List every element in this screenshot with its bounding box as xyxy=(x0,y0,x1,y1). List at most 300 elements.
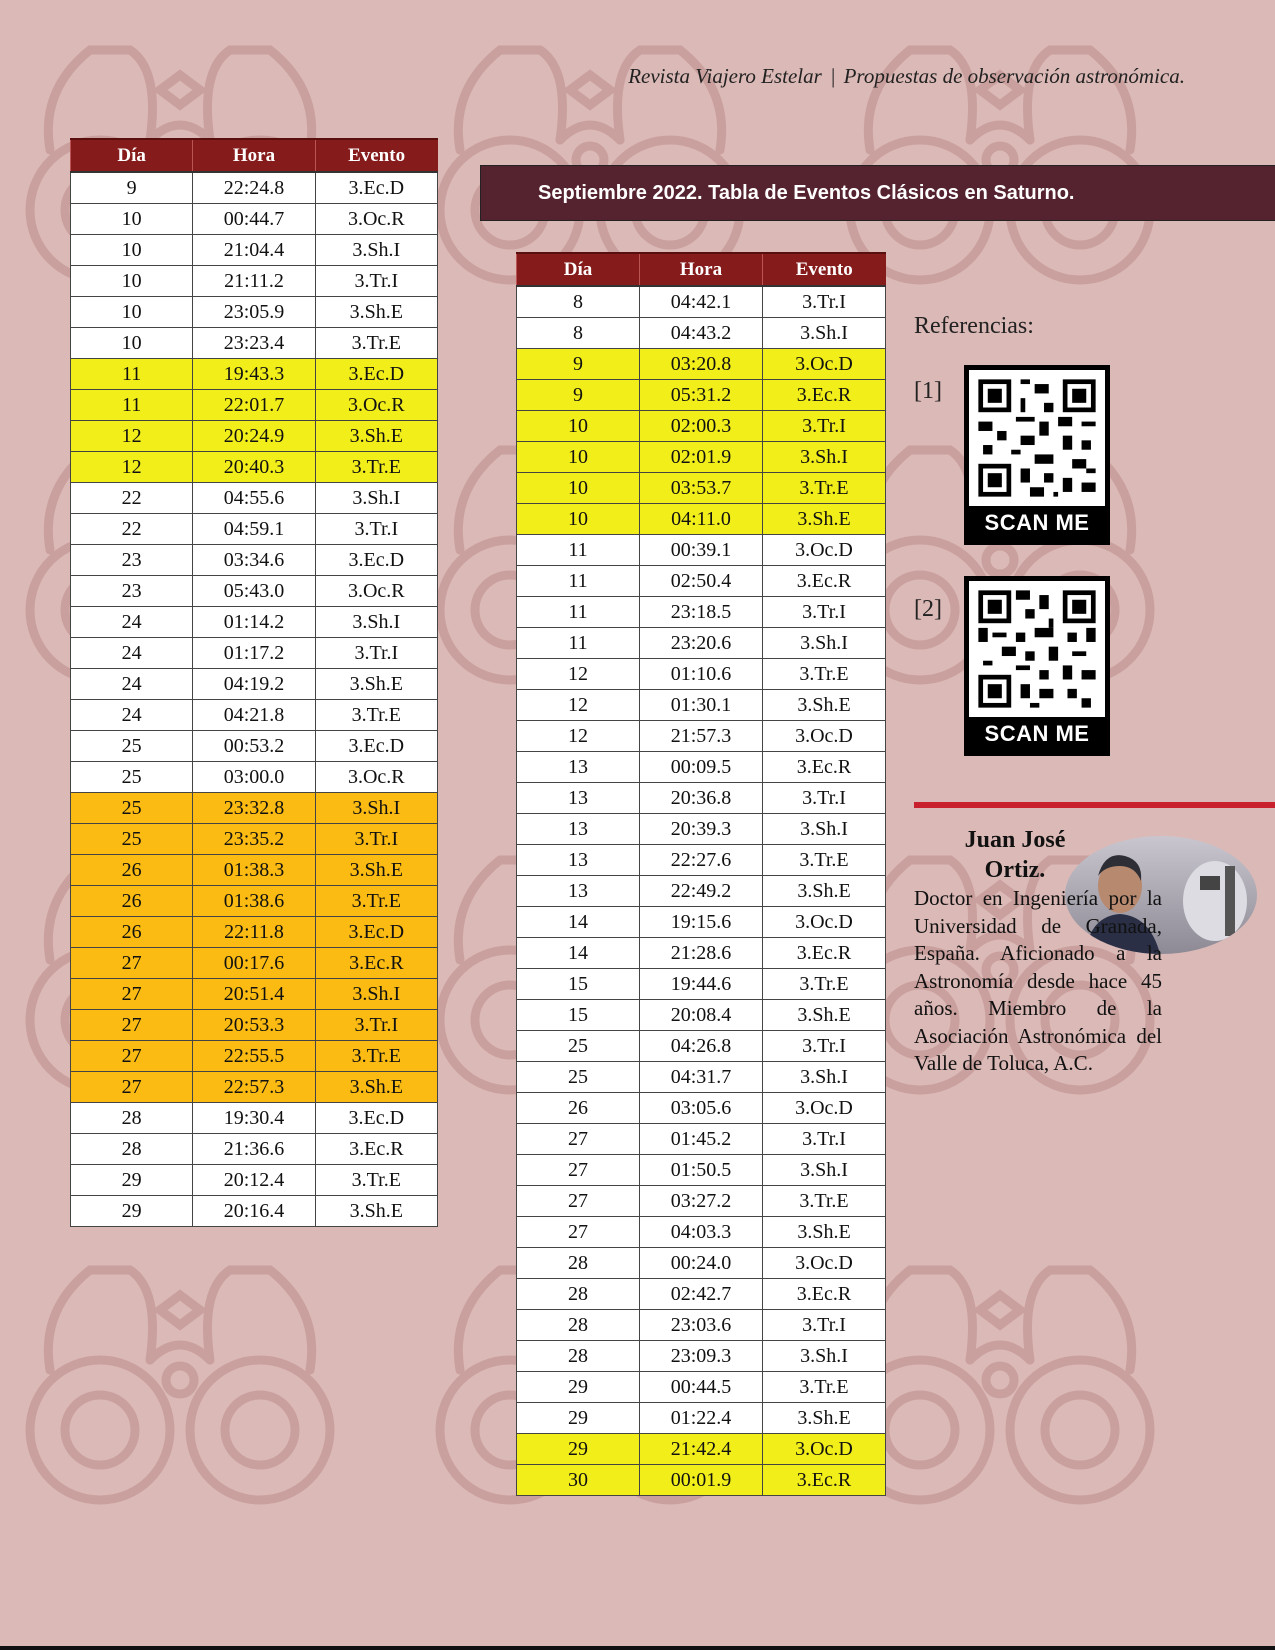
cell-hora: 03:05.6 xyxy=(640,1093,763,1124)
cell-evento: 3.Tr.I xyxy=(763,1124,886,1155)
table-row xyxy=(71,359,438,390)
col-header-evento: Evento xyxy=(315,139,437,172)
cell-dia: 27 xyxy=(71,948,193,979)
cell-dia: 27 xyxy=(517,1124,640,1155)
cell-evento: 3.Sh.E xyxy=(763,1403,886,1434)
qr-code-icon xyxy=(969,370,1105,506)
qr-code-icon xyxy=(969,581,1105,717)
cell-dia: 11 xyxy=(517,535,640,566)
table-body-left xyxy=(71,172,438,1227)
table-row xyxy=(517,783,886,814)
scan-me-label: SCAN ME xyxy=(984,510,1090,535)
cell-dia: 10 xyxy=(517,504,640,535)
cell-hora: 02:50.4 xyxy=(640,566,763,597)
cell-dia: 25 xyxy=(71,762,193,793)
cell-dia: 13 xyxy=(517,876,640,907)
cell-hora: 00:53.2 xyxy=(193,731,315,762)
cell-dia: 29 xyxy=(71,1196,193,1227)
cell-evento: 3.Tr.I xyxy=(315,1010,437,1041)
table-row xyxy=(517,876,886,907)
cell-hora: 20:24.9 xyxy=(193,421,315,452)
cell-dia: 24 xyxy=(71,669,193,700)
table-row xyxy=(71,1010,438,1041)
cell-dia: 28 xyxy=(71,1103,193,1134)
table-row xyxy=(517,597,886,628)
cell-dia: 26 xyxy=(71,886,193,917)
cell-evento: 3.Oc.D xyxy=(763,721,886,752)
cell-dia: 10 xyxy=(517,442,640,473)
cell-evento: 3.Sh.E xyxy=(315,855,437,886)
cell-evento: 3.Tr.E xyxy=(763,659,886,690)
cell-hora: 04:19.2 xyxy=(193,669,315,700)
cell-hora: 23:20.6 xyxy=(640,628,763,659)
cell-evento: 3.Sh.I xyxy=(315,483,437,514)
table-row xyxy=(71,421,438,452)
cell-evento: 3.Tr.I xyxy=(315,824,437,855)
cell-hora: 01:38.3 xyxy=(193,855,315,886)
col-header-dia: Día xyxy=(517,253,640,286)
table-row xyxy=(71,731,438,762)
cell-evento: 3.Tr.I xyxy=(763,597,886,628)
header-separator: | xyxy=(829,64,836,88)
cell-dia: 29 xyxy=(517,1372,640,1403)
table-row xyxy=(71,762,438,793)
reference-number: [1] xyxy=(914,378,942,404)
cell-hora: 04:31.7 xyxy=(640,1062,763,1093)
cell-evento: 3.Oc.D xyxy=(763,1434,886,1465)
cell-hora: 22:11.8 xyxy=(193,917,315,948)
cell-hora: 23:35.2 xyxy=(193,824,315,855)
cell-hora: 05:43.0 xyxy=(193,576,315,607)
qr-code-icon xyxy=(969,370,1105,506)
author-bio: Doctor en Ingeniería por la Universidad de Granada, España. Aficionado a la Astronomía desde hace 45 años. Miembro de la Asociación Astronómica del Valle de Toluca, A.C. xyxy=(914,886,1162,1075)
bottom-rule xyxy=(0,1646,1275,1650)
cell-evento: 3.Sh.E xyxy=(315,1072,437,1103)
cell-hora: 21:57.3 xyxy=(640,721,763,752)
cell-dia: 28 xyxy=(71,1134,193,1165)
cell-evento: 3.Tr.E xyxy=(315,452,437,483)
table-row xyxy=(517,566,886,597)
cell-hora: 04:03.3 xyxy=(640,1217,763,1248)
cell-hora: 01:30.1 xyxy=(640,690,763,721)
cell-hora: 20:39.3 xyxy=(640,814,763,845)
col-header-hora: Hora xyxy=(640,253,763,286)
cell-hora: 03:20.8 xyxy=(640,349,763,380)
cell-hora: 04:11.0 xyxy=(640,504,763,535)
cell-evento: 3.Oc.D xyxy=(763,349,886,380)
running-header xyxy=(628,64,1185,89)
cell-hora: 20:51.4 xyxy=(193,979,315,1010)
cell-dia: 13 xyxy=(517,752,640,783)
cell-hora: 21:36.6 xyxy=(193,1134,315,1165)
cell-hora: 22:01.7 xyxy=(193,390,315,421)
cell-hora: 04:26.8 xyxy=(640,1031,763,1062)
col-header-hora: Hora xyxy=(193,139,315,172)
table-row xyxy=(517,1186,886,1217)
table-row xyxy=(71,266,438,297)
cell-hora: 01:17.2 xyxy=(193,638,315,669)
cell-evento: 3.Ec.R xyxy=(763,752,886,783)
cell-dia: 13 xyxy=(517,845,640,876)
cell-hora: 19:30.4 xyxy=(193,1103,315,1134)
cell-hora: 20:08.4 xyxy=(640,1000,763,1031)
table-row xyxy=(517,1372,886,1403)
cell-dia: 8 xyxy=(517,318,640,349)
cell-hora: 04:42.1 xyxy=(640,286,763,318)
cell-evento: 3.Tr.I xyxy=(315,638,437,669)
cell-dia: 8 xyxy=(517,286,640,318)
cell-hora: 23:05.9 xyxy=(193,297,315,328)
cell-dia: 22 xyxy=(71,483,193,514)
cell-dia: 27 xyxy=(517,1217,640,1248)
magazine-name: Revista Viajero Estelar xyxy=(628,64,822,88)
table-row xyxy=(517,969,886,1000)
cell-evento: 3.Ec.D xyxy=(315,172,437,204)
section-divider xyxy=(914,802,1275,808)
table-row xyxy=(71,452,438,483)
cell-evento: 3.Oc.D xyxy=(763,907,886,938)
cell-hora: 23:32.8 xyxy=(193,793,315,824)
table-row xyxy=(517,1124,886,1155)
table-row xyxy=(71,1134,438,1165)
cell-evento: 3.Tr.I xyxy=(315,514,437,545)
table-row xyxy=(71,886,438,917)
table-row xyxy=(71,328,438,359)
table-row xyxy=(517,1000,886,1031)
cell-hora: 21:04.4 xyxy=(193,235,315,266)
table-row xyxy=(517,1062,886,1093)
cell-evento: 3.Ec.R xyxy=(763,380,886,411)
cell-evento: 3.Tr.E xyxy=(763,1186,886,1217)
cell-dia: 26 xyxy=(71,917,193,948)
cell-evento: 3.Tr.E xyxy=(315,328,437,359)
cell-evento: 3.Sh.I xyxy=(763,1062,886,1093)
table-row xyxy=(71,390,438,421)
cell-dia: 15 xyxy=(517,1000,640,1031)
table-row xyxy=(71,979,438,1010)
cell-hora: 01:38.6 xyxy=(193,886,315,917)
cell-dia: 27 xyxy=(517,1155,640,1186)
cell-hora: 04:55.6 xyxy=(193,483,315,514)
cell-hora: 19:43.3 xyxy=(193,359,315,390)
cell-dia: 10 xyxy=(71,235,193,266)
table-row xyxy=(517,1031,886,1062)
cell-dia: 27 xyxy=(517,1186,640,1217)
cell-hora: 22:57.3 xyxy=(193,1072,315,1103)
cell-hora: 03:00.0 xyxy=(193,762,315,793)
cell-dia: 14 xyxy=(517,938,640,969)
cell-hora: 03:53.7 xyxy=(640,473,763,504)
cell-evento: 3.Ec.D xyxy=(315,731,437,762)
cell-dia: 28 xyxy=(517,1310,640,1341)
cell-dia: 9 xyxy=(71,172,193,204)
cell-evento: 3.Sh.E xyxy=(315,669,437,700)
cell-evento: 3.Sh.E xyxy=(315,421,437,452)
cell-hora: 00:39.1 xyxy=(640,535,763,566)
cell-evento: 3.Oc.D xyxy=(763,1093,886,1124)
cell-evento: 3.Tr.E xyxy=(763,473,886,504)
events-table-right xyxy=(516,252,886,1496)
table-row xyxy=(517,1310,886,1341)
cell-hora: 21:42.4 xyxy=(640,1434,763,1465)
table-row xyxy=(517,938,886,969)
cell-dia: 23 xyxy=(71,576,193,607)
cell-hora: 19:44.6 xyxy=(640,969,763,1000)
table-row xyxy=(71,1196,438,1227)
cell-hora: 02:01.9 xyxy=(640,442,763,473)
table-body-right xyxy=(517,286,886,1496)
cell-dia: 11 xyxy=(517,566,640,597)
cell-hora: 04:21.8 xyxy=(193,700,315,731)
cell-hora: 23:23.4 xyxy=(193,328,315,359)
table-row xyxy=(71,514,438,545)
scan-me-label: SCAN ME xyxy=(984,721,1090,746)
cell-evento: 3.Ec.R xyxy=(763,938,886,969)
cell-dia: 13 xyxy=(517,783,640,814)
table-row xyxy=(71,855,438,886)
cell-dia: 25 xyxy=(71,824,193,855)
cell-dia: 24 xyxy=(71,607,193,638)
table-row xyxy=(517,1279,886,1310)
cell-evento: 3.Oc.R xyxy=(315,204,437,235)
cell-evento: 3.Ec.R xyxy=(763,1465,886,1496)
table-row xyxy=(71,1103,438,1134)
cell-evento: 3.Sh.I xyxy=(763,318,886,349)
cell-hora: 22:27.6 xyxy=(640,845,763,876)
cell-evento: 3.Sh.E xyxy=(763,876,886,907)
cell-dia: 24 xyxy=(71,700,193,731)
cell-dia: 25 xyxy=(517,1031,640,1062)
cell-dia: 27 xyxy=(71,1010,193,1041)
cell-evento: 3.Ec.R xyxy=(315,948,437,979)
cell-dia: 9 xyxy=(517,349,640,380)
cell-evento: 3.Ec.R xyxy=(763,1279,886,1310)
cell-dia: 12 xyxy=(517,721,640,752)
cell-evento: 3.Oc.R xyxy=(315,576,437,607)
cell-hora: 03:34.6 xyxy=(193,545,315,576)
table-row xyxy=(517,1248,886,1279)
cell-evento: 3.Tr.I xyxy=(315,266,437,297)
cell-dia: 30 xyxy=(517,1465,640,1496)
cell-hora: 22:49.2 xyxy=(640,876,763,907)
cell-hora: 21:28.6 xyxy=(640,938,763,969)
cell-evento: 3.Sh.I xyxy=(763,442,886,473)
cell-evento: 3.Tr.E xyxy=(315,886,437,917)
cell-dia: 9 xyxy=(517,380,640,411)
table-row xyxy=(517,535,886,566)
cell-hora: 00:09.5 xyxy=(640,752,763,783)
cell-hora: 05:31.2 xyxy=(640,380,763,411)
table-row xyxy=(71,1165,438,1196)
cell-dia: 23 xyxy=(71,545,193,576)
cell-hora: 01:22.4 xyxy=(640,1403,763,1434)
table-row xyxy=(71,638,438,669)
cell-evento: 3.Tr.I xyxy=(763,286,886,318)
cell-dia: 27 xyxy=(71,1072,193,1103)
cell-evento: 3.Ec.R xyxy=(763,566,886,597)
col-header-evento: Evento xyxy=(763,253,886,286)
cell-dia: 15 xyxy=(517,969,640,1000)
cell-evento: 3.Ec.D xyxy=(315,545,437,576)
cell-dia: 11 xyxy=(517,597,640,628)
table-row xyxy=(517,721,886,752)
cell-evento: 3.Sh.I xyxy=(763,814,886,845)
cell-evento: 3.Oc.D xyxy=(763,535,886,566)
cell-dia: 25 xyxy=(71,731,193,762)
qr-code-2[interactable] xyxy=(964,576,1110,756)
cell-dia: 10 xyxy=(71,204,193,235)
table-row xyxy=(517,907,886,938)
cell-dia: 25 xyxy=(71,793,193,824)
cell-dia: 12 xyxy=(517,690,640,721)
cell-evento: 3.Tr.E xyxy=(763,969,886,1000)
cell-hora: 20:53.3 xyxy=(193,1010,315,1041)
cell-hora: 02:42.7 xyxy=(640,1279,763,1310)
cell-hora: 00:44.5 xyxy=(640,1372,763,1403)
table-row xyxy=(517,752,886,783)
cell-dia: 13 xyxy=(517,814,640,845)
cell-evento: 3.Tr.E xyxy=(763,1372,886,1403)
cell-dia: 11 xyxy=(517,628,640,659)
cell-evento: 3.Sh.E xyxy=(763,1217,886,1248)
table-row xyxy=(71,1072,438,1103)
qr-code-1[interactable] xyxy=(964,365,1110,545)
table-row xyxy=(71,297,438,328)
table-row xyxy=(517,380,886,411)
cell-evento: 3.Tr.I xyxy=(763,1031,886,1062)
author-name: Juan José Ortiz. xyxy=(964,827,1066,883)
cell-hora: 01:45.2 xyxy=(640,1124,763,1155)
cell-evento: 3.Sh.I xyxy=(763,628,886,659)
table-row xyxy=(71,172,438,204)
qr-code-icon xyxy=(969,581,1105,717)
cell-dia: 12 xyxy=(71,452,193,483)
table-row xyxy=(71,669,438,700)
cell-hora: 00:17.6 xyxy=(193,948,315,979)
references-title: Referencias: xyxy=(914,313,1034,339)
table-row xyxy=(517,286,886,318)
cell-dia: 25 xyxy=(517,1062,640,1093)
table-row xyxy=(517,814,886,845)
table-row xyxy=(71,576,438,607)
table-row xyxy=(517,473,886,504)
table-row xyxy=(71,700,438,731)
cell-hora: 20:40.3 xyxy=(193,452,315,483)
table-row xyxy=(517,1434,886,1465)
table-row xyxy=(517,659,886,690)
cell-evento: 3.Sh.E xyxy=(763,504,886,535)
table-row xyxy=(71,1041,438,1072)
table-row xyxy=(517,349,886,380)
cell-evento: 3.Tr.E xyxy=(315,1165,437,1196)
table-row xyxy=(517,504,886,535)
table-row xyxy=(71,824,438,855)
cell-hora: 01:14.2 xyxy=(193,607,315,638)
cell-evento: 3.Sh.E xyxy=(763,690,886,721)
cell-hora: 20:36.8 xyxy=(640,783,763,814)
table-row xyxy=(71,607,438,638)
cell-evento: 3.Sh.E xyxy=(763,1000,886,1031)
cell-dia: 26 xyxy=(71,855,193,886)
cell-dia: 28 xyxy=(517,1279,640,1310)
cell-dia: 27 xyxy=(71,1041,193,1072)
reference-number: [2] xyxy=(914,596,942,622)
table-row xyxy=(517,690,886,721)
cell-dia: 10 xyxy=(517,411,640,442)
cell-dia: 14 xyxy=(517,907,640,938)
table-row xyxy=(517,318,886,349)
cell-dia: 29 xyxy=(517,1434,640,1465)
page-title: Septiembre 2022. Tabla de Eventos Clásicos en Saturno. xyxy=(480,165,1275,221)
cell-hora: 20:12.4 xyxy=(193,1165,315,1196)
cell-hora: 02:00.3 xyxy=(640,411,763,442)
cell-hora: 23:18.5 xyxy=(640,597,763,628)
cell-evento: 3.Sh.E xyxy=(315,1196,437,1227)
cell-dia: 28 xyxy=(517,1341,640,1372)
cell-evento: 3.Oc.R xyxy=(315,390,437,421)
header-subtitle: Propuestas de observación astronómica. xyxy=(843,64,1185,88)
table-header-row xyxy=(71,139,438,172)
cell-evento: 3.Tr.E xyxy=(763,845,886,876)
table-row xyxy=(71,545,438,576)
cell-evento: 3.Tr.E xyxy=(315,700,437,731)
cell-evento: 3.Sh.I xyxy=(763,1155,886,1186)
cell-hora: 21:11.2 xyxy=(193,266,315,297)
table-header-row xyxy=(517,253,886,286)
cell-evento: 3.Oc.D xyxy=(763,1248,886,1279)
cell-evento: 3.Ec.D xyxy=(315,1103,437,1134)
cell-dia: 28 xyxy=(517,1248,640,1279)
cell-hora: 01:10.6 xyxy=(640,659,763,690)
cell-evento: 3.Sh.I xyxy=(763,1341,886,1372)
table-row xyxy=(71,483,438,514)
table-row xyxy=(71,204,438,235)
cell-evento: 3.Ec.R xyxy=(315,1134,437,1165)
cell-evento: 3.Sh.I xyxy=(315,607,437,638)
cell-hora: 01:50.5 xyxy=(640,1155,763,1186)
table-row xyxy=(517,1093,886,1124)
table-row xyxy=(71,793,438,824)
cell-evento: 3.Sh.I xyxy=(315,979,437,1010)
cell-hora: 23:03.6 xyxy=(640,1310,763,1341)
cell-dia: 22 xyxy=(71,514,193,545)
table-row xyxy=(71,917,438,948)
table-row xyxy=(71,235,438,266)
cell-evento: 3.Ec.D xyxy=(315,359,437,390)
cell-evento: 3.Tr.E xyxy=(315,1041,437,1072)
table-row xyxy=(71,948,438,979)
table-row xyxy=(517,1465,886,1496)
cell-dia: 27 xyxy=(71,979,193,1010)
cell-evento: 3.Sh.I xyxy=(315,235,437,266)
cell-evento: 3.Oc.R xyxy=(315,762,437,793)
table-row xyxy=(517,628,886,659)
cell-dia: 12 xyxy=(71,421,193,452)
cell-hora: 04:43.2 xyxy=(640,318,763,349)
cell-evento: 3.Tr.I xyxy=(763,1310,886,1341)
cell-evento: 3.Sh.I xyxy=(315,793,437,824)
cell-hora: 22:24.8 xyxy=(193,172,315,204)
table-row xyxy=(517,411,886,442)
cell-evento: 3.Tr.I xyxy=(763,783,886,814)
events-table-left xyxy=(70,138,438,1227)
cell-evento: 3.Ec.D xyxy=(315,917,437,948)
cell-hora: 00:01.9 xyxy=(640,1465,763,1496)
table-row xyxy=(517,1155,886,1186)
cell-dia: 10 xyxy=(71,328,193,359)
cell-hora: 23:09.3 xyxy=(640,1341,763,1372)
cell-hora: 00:44.7 xyxy=(193,204,315,235)
